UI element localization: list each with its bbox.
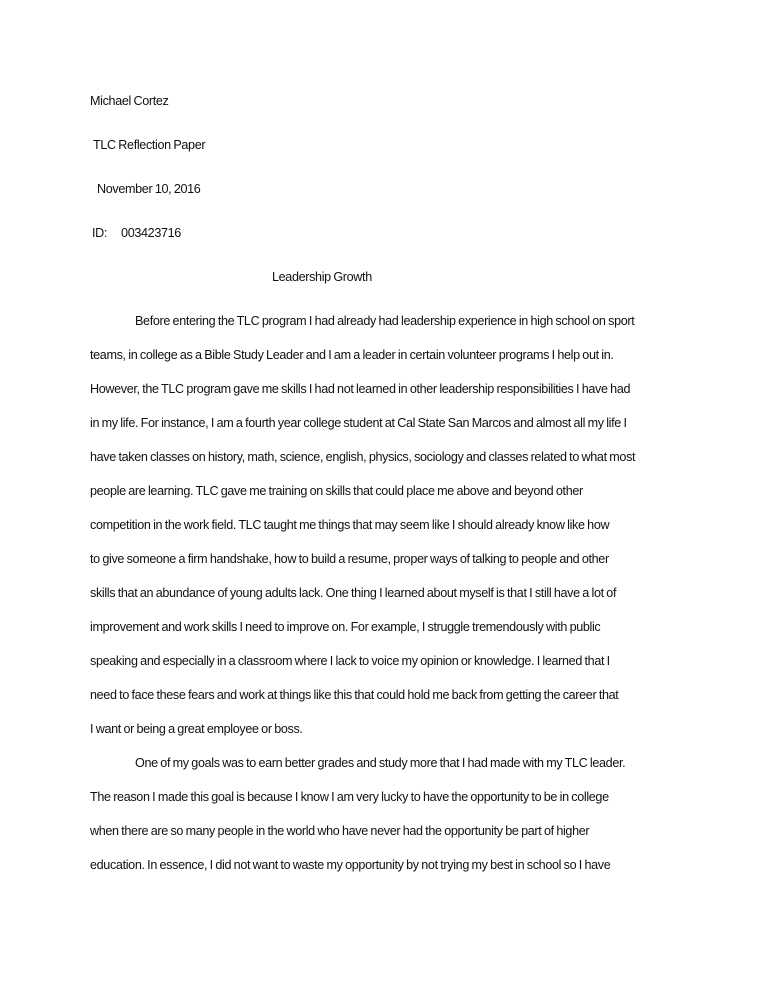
paper-course: TLC Reflection Paper [93,138,206,152]
paragraph-line: in my life. For instance, I am a fourth year college student at Cal State San Marcos and almost all my life I [90,416,627,430]
paragraph-line: education. In essence, I did not want to waste my opportunity by not trying my best in school so I have [90,858,611,872]
student-id-value: 003423716 [121,226,181,240]
student-id [90,222,690,244]
paragraph-line: when there are so many people in the world who have never had the opportunity be part of higher [90,824,590,838]
paragraph-line: The reason I made this goal is because I know I am very lucky to have the opportunity to be in college [90,790,609,804]
paragraph-line: to give someone a firm handshake, how to build a resume, proper ways of talking to people and other [90,552,609,566]
author-name: Michael Cortez [90,94,169,108]
paragraph-line: teams, in college as a Bible Study Leader and I am a leader in certain volunteer programs I help out in. [90,348,614,362]
student-id-label: ID: [92,226,108,240]
paragraph-line: However, the TLC program gave me skills I had not learned in other leadership responsibilities I have had [90,382,631,396]
paper-date: November 10, 2016 [97,182,201,196]
paragraph-line: Before entering the TLC program I had already had leadership experience in high school on sport [135,314,635,328]
document-body [90,90,690,888]
paragraph-line: speaking and especially in a classroom where I lack to voice my opinion or knowledge. I learned that I [90,654,610,668]
paragraph-line: I want or being a great employee or boss. [90,722,303,736]
paper-title: Leadership Growth [272,270,372,284]
paragraph-line: skills that an abundance of young adults lack. One thing I learned about myself is that I still have a lot of [90,586,617,600]
paragraph-line: improvement and work skills I need to improve on. For example, I struggle tremendously with public [90,620,601,634]
paragraph-line: competition in the work field. TLC taught me things that may seem like I should already know like how [90,518,610,532]
paragraph-line: people are learning. TLC gave me training on skills that could place me above and beyond other [90,484,583,498]
paragraph-line: One of my goals was to earn better grades and study more that I had made with my TLC leader. [135,756,626,770]
paragraph-line: need to face these fears and work at things like this that could hold me back from getting the career that [90,688,619,702]
paragraph-line: have taken classes on history, math, science, english, physics, sociology and classes related to what most [90,450,636,464]
